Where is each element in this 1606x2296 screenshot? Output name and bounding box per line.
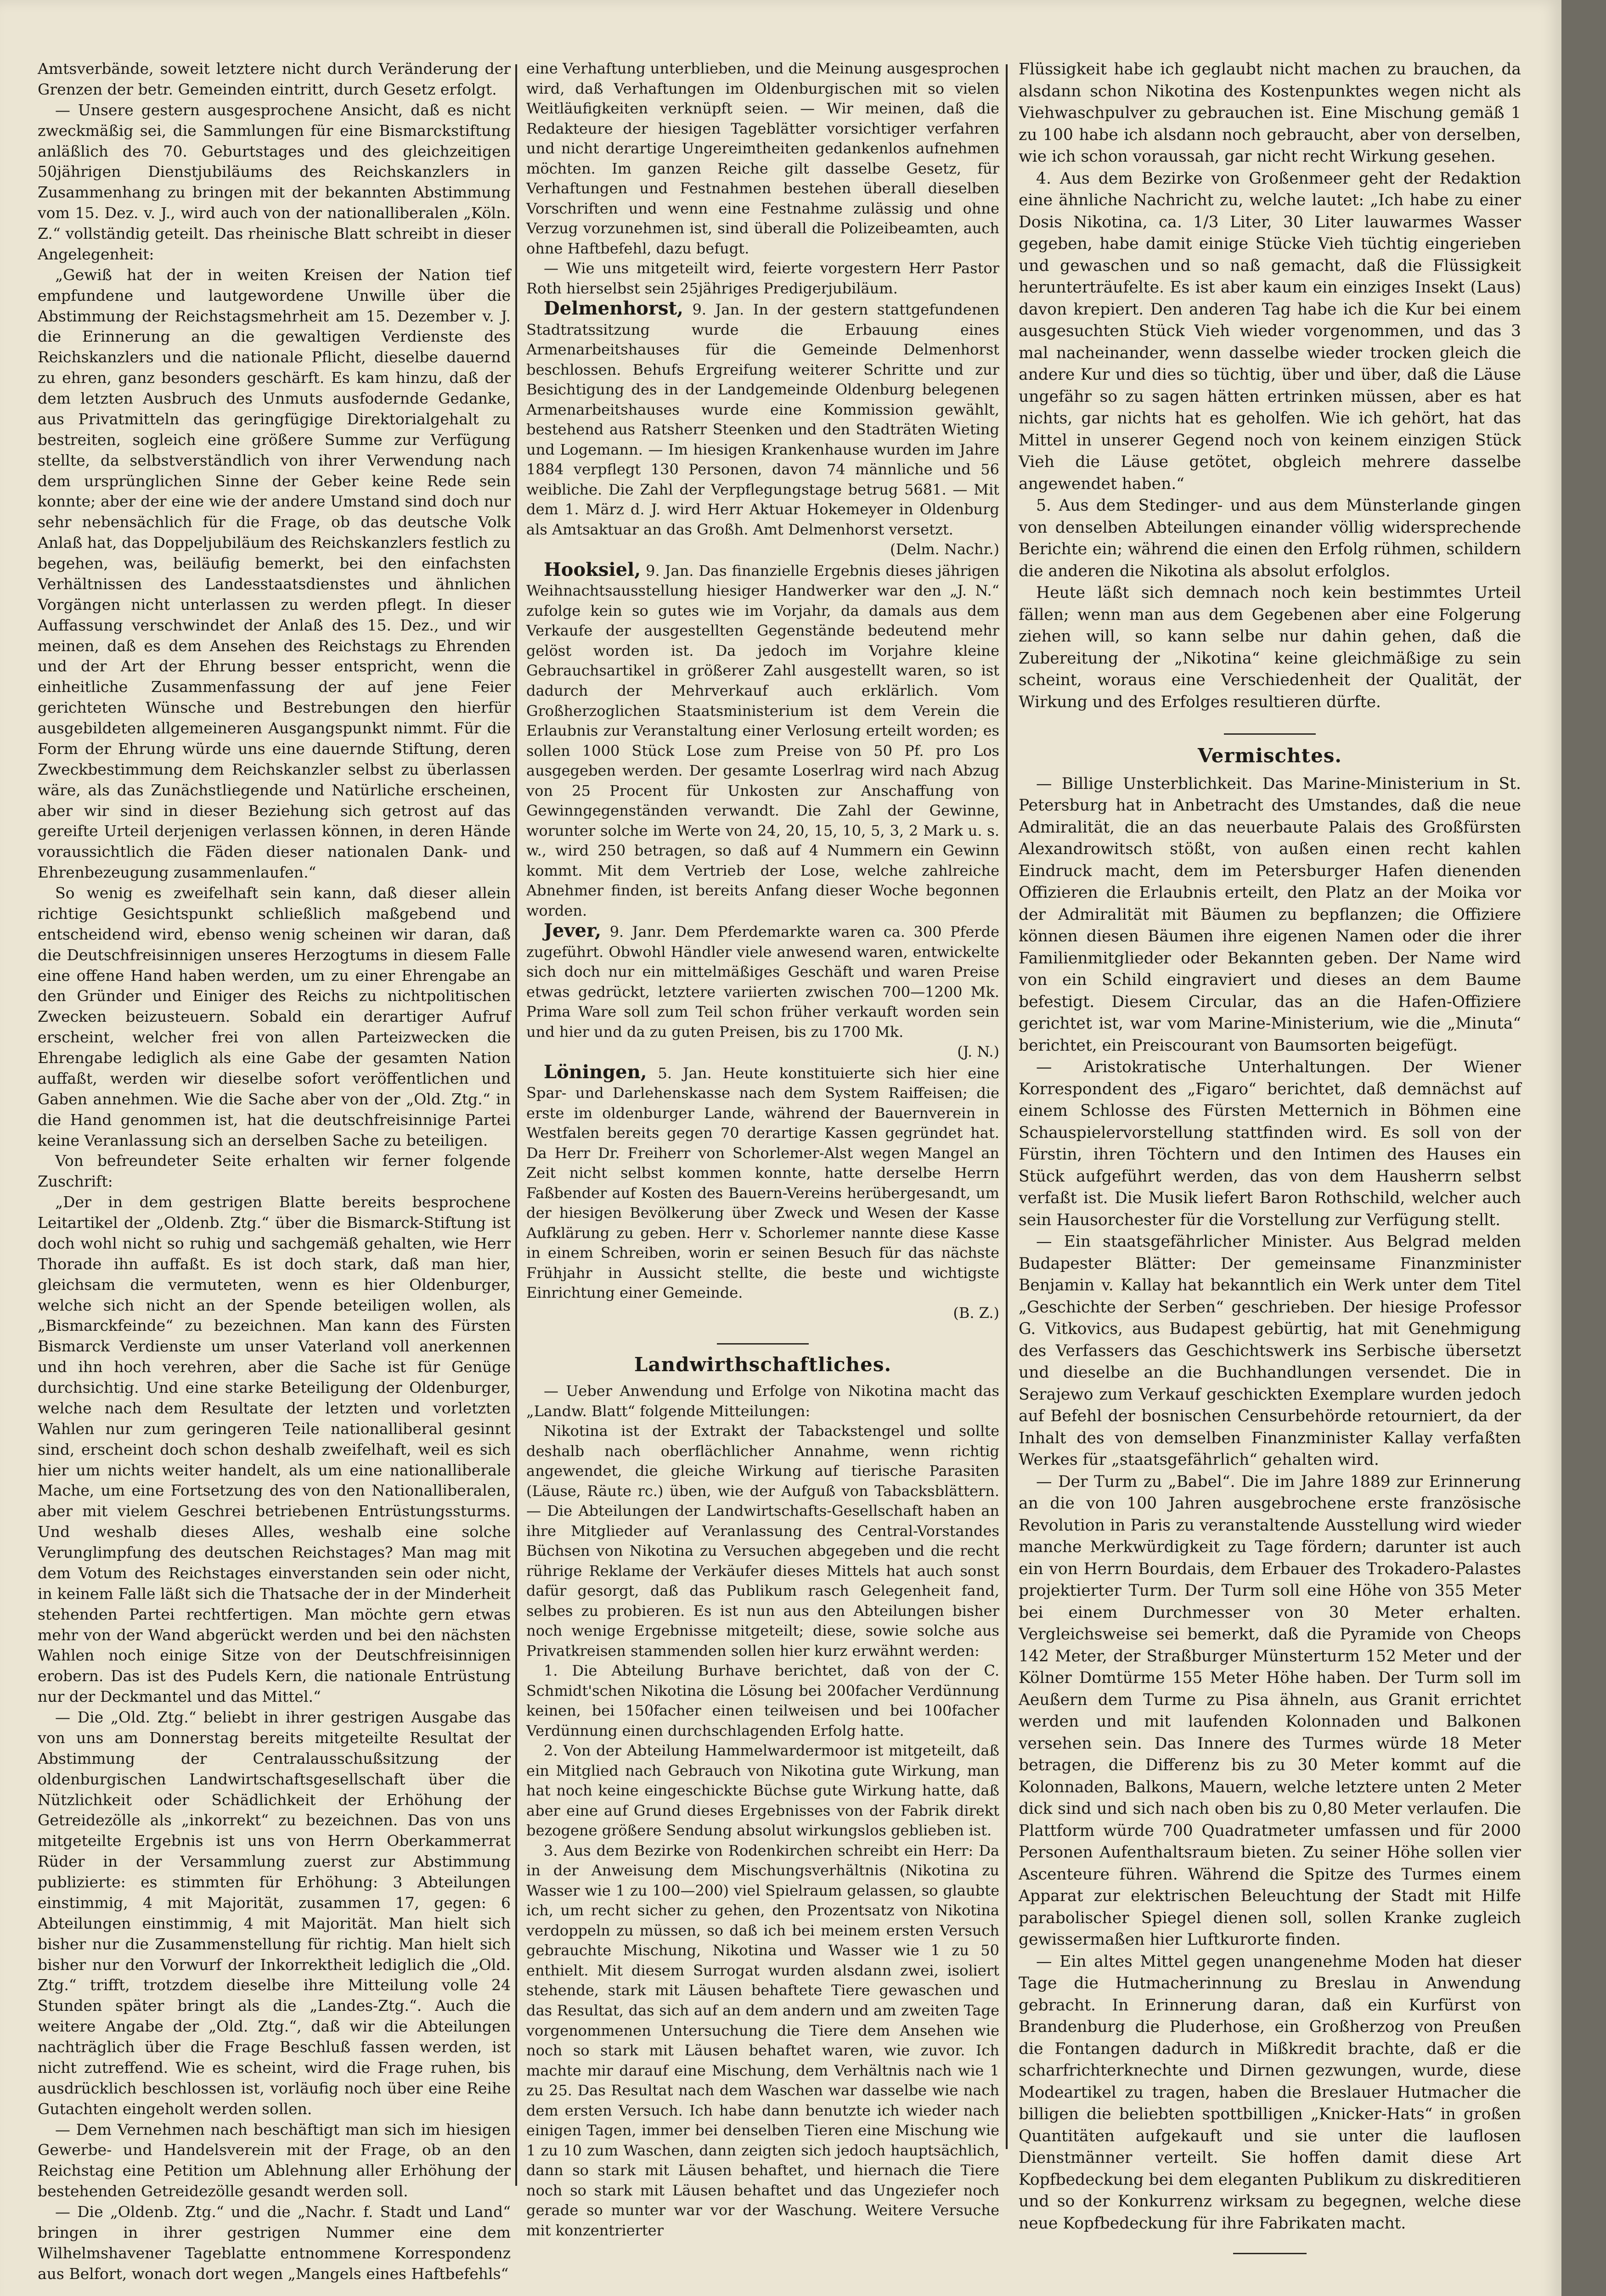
place-name: Hooksiel, (544, 558, 641, 580)
news-item-jever (526, 921, 999, 1042)
news-text: 9. Jan. Das finanzielle Ergebnis dieses jährigen Weihnachtsausstellung hiesiger Handwerker war den „J. N.“ zufolge kein so gutes wie im Vorjahr, da damals aus dem Verkaufe der ausgestellten Gegenstände bedeutend mehr gelöst worden ist. Da jedoch im Vorjahre kleine Gebrauchsartikel in größerer Zahl ausgestellt waren, so ist dadurch der Mehrverkauf auch erklärlich. Vom Großherzoglichen Staatsministerium ist dem Verein die Erlaubnis zur Veranstaltung einer Verlosung erteilt worden; es sollen 1000 Stück Lose zum Preise von 50 Pf. pro Los ausgegeben werden. Der gesamte Loserlrag wird nach Abzug von 25 Procent für Unkosten zur Anschaffung von Gewinngegenständen verwandt. Die Zahl der Gewinne, worunter solche im Werte von 24, 20, 15, 10, 5, 3, 2 Mark u. s. w., wird 250 betragen, so daß auf 4 Nummern ein Gewinn kommt. Mit dem Vertrieb der Lose, welche zahlreiche Abnehmer finden, ist bereits Anfang dieser Woche begonnen worden. (526, 562, 999, 919)
section-divider (1224, 733, 1316, 735)
paragraph: Von befreundeter Seite erhalten wir ferner folgende Zuschrift: (38, 1152, 511, 1191)
paragraph: 3. Aus dem Bezirke von Rodenkirchen schreibt ein Herr: Da in der Anweisung dem Mischungsverhältnis (Nikotina zu Wasser wie 1 zu 100—200) viel Spielraum gelassen, so glaubte ich, um recht sicher zu gehen, den Prozentsatz von Nikotina verdoppeln zu müssen, so daß ich bei meinem ersten Versuch gebrauchte Mischung, Nikotina und Wasser wie 1 zu 50 enthielt. Mit diesem Surrogat wurden alsdann zwei, isoliert stehende, stark mit Läusen behaftete Tiere gewaschen und das Resultat, das sich auf an dem andern und am zweiten Tage vorgenommenen Untersuchung die Tiere dem Ansehen wie noch so stark mit Läusen behaftet waren, wie zuvor. Ich machte mir darauf eine Mischung, dem Verhältnis nach wie 1 zu 25. Das Resultat nach dem Waschen war dasselbe wie nach dem ersten Versuch. Ich habe dann benutzte ich wieder nach einigen Tagen, immer bei denselben Tieren eine Mischung wie 1 zu 10 zum Waschen, dann zeigten sich jedoch hauptsächlich, dann so stark mit Läusen behaftet, und hiernach die Tiere noch so stark mit Läusen behaftet und das Ungeziefer noch gerade so munter war vor der Waschung. Weitere Versuche mit konzentrierter (526, 1841, 999, 2239)
paragraph: „Der in dem gestrigen Blatte bereits besprochene Leitartikel der „Oldenb. Ztg.“ über die Bismarck-Stiftung ist doch wohl nicht so ruhig und sachgemäß gehalten, wie Herr Thorade ihn auffaßt. Es ist doch stark, daß man hier, gleichsam die vermuteten, wenn es hier Oldenburger, welche sich nicht an der Spende beteiligen wollen, als „Bismarckfeinde“ zu bezeichnen. Man kann des Fürsten Bismarck Verdienste um unser Vaterland voll anerkennen und ihn hoch verehren, aber die Sache ist für Genüge durchsichtig. Und eine starke Beteiligung der Oldenburger, welche nach dem Resultate der letzten und vorletzten Wahlen nur zum geringeren Teile nationalliberal gesinnt sind, erscheint doch schon deshalb zweifelhaft, weil es sich hier um nichts weiter handelt, als um eine nationalliberale Mache, um eine Fortsetzung des von den Nationalliberalen, aber mit vielem Geschrei betriebenen Entrüstungssturms. Und weshalb dieses Alles, weshalb eine solche Verunglimpfung des deutschen Reichstages? Man mag mit dem Votum des Reichstages einverstanden sein oder nicht, in keinem Falle läßt sich die Thatsache der in der Minderheit stehenden Partei rechtfertigen. Man möchte gern etwas mehr von der Wand abgerückt werden und bei den nächsten Wahlen noch einige Sitze von der Deutschfreisinnigen erobern. Das ist des Pudels Kern, die nationale Entrüstung nur der Deckmantel und das Mittel.“ (38, 1193, 511, 1706)
column-1 (10, 59, 515, 2285)
paragraph: Heute läßt sich demnach noch kein bestimmtes Urteil fällen; wenn man aus dem Gegebenen aber eine Folgerung ziehen will, so kann selbe nur dahin gehen, daß die Zubereitung der „Nikotina“ keine gleichmäßige zu sein scheint, woraus eine Verschiedenheit der Qualität, der Wirkung und des Erfolges resultieren dürfte. (1019, 584, 1521, 711)
source-note: (J. N.) (957, 1043, 999, 1061)
news-text: 5. Jan. Heute konstituierte sich hier eine Spar- und Darlehenskasse nach dem System Raiffeisen; die erste im oldenburger Lande, während der Bauernverein in Westfalen bereits gegen 70 derartige Kassen gegründet hat. Da Herr Dr. Freiherr von Schorlemer-Alst wegen Mangel an Zeit nicht selbst kommen konnte, hatte derselbe Herrn Faßbender auf Kosten des Bauern-Vereins herübergesandt, um der hiesigen Bevölkerung über Zweck und Wesen der Kasse Aufklärung zu geben. Herr v. Schorlemer nannte diese Kasse in einem Schreiben, worin er seinen Besuch für das nächste Frühjahr in Aussicht stellte, die beste und wichtigste Einrichtung einer Gemeinde. (526, 1064, 999, 1302)
paragraph: — Unsere gestern ausgesprochene Ansicht, daß es nicht zweckmäßig sei, die Sammlungen für eine Bismarckstiftung anläßlich des 70. Geburtstages und des gleichzeitigen 50jährigen Dienstjubiläums des Reichskanzlers in Zusammenhang zu bringen mit der bekannten Abstimmung vom 15. Dez. v. J., wird auch von der nationalliberalen „Köln. Z.“ vollständig geteilt. Das rheinische Blatt schreibt in dieser Angelegenheit: (38, 101, 511, 263)
column-rule-1 (515, 64, 517, 2186)
news-item-loeningen (526, 1062, 999, 1303)
paragraph: — Die „Oldenb. Ztg.“ und die „Nachr. f. Stadt und Land“ bringen in ihrer gestrigen Nummer eine dem Wilhelmshavener Tageblatte entnommene Korrespondenz aus Belfort, wonach dort wegen „Mangels eines Haftbefehls“ (38, 2203, 511, 2283)
news-text: 9. Jan. In der gestern stattgefundenen Stadtratssitzung wurde die Erbauung eines Armenarbeitshauses für die Gemeinde Delmenhorst beschlossen. Behufs Ergreifung weiterer Schritte und zur Besichtigung des in der Landgemeinde Oldenburg belegenen Armenarbeitshauses wurde eine Kommission gewählt, bestehend aus Ratsherr Steenken und den Stadträten Wieting und Logemann. — Im hiesigen Krankenhause wurden im Jahre 1884 verpflegt 130 Personen, davon 74 männliche und 56 weibliche. Die Zahl der Verpflegungstage betrug 5681. — Mit dem 1. März d. J. wird Herr Aktuar Hokemeyer in Oldenburg als Amtsaktuar an das Großh. Amt Delmenhorst versetzt. (526, 301, 999, 538)
column-2 (519, 59, 1007, 2240)
paragraph: Nikotina ist der Extrakt der Tabackstengel und sollte deshalb nach oberflächlicher Annahme, wenn richtig angewendet, die gleiche Wirkung auf tierische Parasiten (Läuse, Räute rc.) üben, wie der Aufguß von Tabacksblättern. — Die Abteilungen der Landwirtschafts-Gesellschaft haben an ihre Mitglieder auf Veranlassung des Central-Vorstandes Büchsen von Nikotina zu Versuchen abgegeben und die recht rührige Reklame der Verkäufer dieses Mittels hat auch sonst dafür gesorgt, daß das Publikum rasch Gelegenheit fand, selbes zu probieren. Es ist nun aus den Abteilungen bisher noch wenige Ergebnisse mitgeteilt; diese, sowie solche aus Privatkreisen stammenden sollen hier kurz erwähnt werden: (526, 1422, 999, 1660)
paragraph: — Wie uns mitgeteilt wird, feierte vorgestern Herr Pastor Roth hierselbst sein 25jähriges Predigerjubiläum. (526, 259, 999, 297)
end-divider (1233, 2253, 1307, 2254)
news-item-hooksiel (526, 560, 999, 921)
paragraph: — Die „Old. Ztg.“ beliebt in ihrer gestrigen Ausgabe das von uns am Donnerstag bereits mitgeteilte Resultat der Abstimmung der Centralausschußsitzung der oldenburgischen Landwirtschaftsgesellschaft über die Nützlichkeit oder Schädlichkeit der Erhöhung der Getreidezölle als „inkorrekt“ zu bezeichnen. Das von uns mitgeteilte Ergebnis ist uns von Herrn Oberkammerrat Rüder in der Versammlung zuerst zur Abstimmung publizierte: es stimmten für Erhöhung: 3 Abteilungen einstimmig, 4 mit Majorität, zusammen 17, gegen: 6 Abteilungen einstimmig, 4 mit Majorität. Man hielt sich bisher nur die Zusammenstellung für richtig. Man hielt sich bisher nur den Vorwurf der Inkorrektheit lediglich die „Old. Ztg.“ trifft, trotzdem dieselbe ihre Mitteilung volle 24 Stunden später bringt als die „Landes-Ztg.“. Auch die weitere Angabe der „Old. Ztg.“, daß wir die Abteilungen nachträglich über die Frage Beschluß fassen werden, ist nicht zutreffend. Wie es scheint, wird die Frage ruhen, bis ausdrücklich beschlossen ist, vorläufig noch über eine Reihe Gutachten eingeholt werden sollen. (38, 1708, 511, 2118)
place-name: Jever, (544, 920, 602, 942)
section-heading-landwirthschaftliches: Landwirthschaftliches. (634, 1353, 892, 1376)
paragraph: „Gewiß hat der in weiten Kreisen der Nation tief empfundene und lautgewordene Unwille über die Abstimmung der Reichstagsmehrheit am 15. Dezember v. J. die Erinnerung an die gewaltigen Verdienste des Reichskanzlers und die nationale Pflicht, dieselbe dauernd zu ehren, ganz besonders geschärft. Es kam hinzu, daß der dem letzten Ausbruch des Unmuts ausfodernde Gedanke, aus Privatmitteln das geringfügige Direktorialgehalt zu bestreiten, sogleich eine größere Summe zur Verfügung stellte, da selbstverständlich von ihrer Verwendung nach dem ursprünglichen Sinne der Geber keine Rede sein konnte; aber der eine wie der andere Umstand sind doch nur sehr nebensächlich für die Frage, ob das deutsche Volk Anlaß hat, das Doppeljubiläum des Reichskanzlers festlich zu begehen, was, beiläufig bemerkt, bei den einfachsten Verhältnissen des Landesstaatsdienstes und ähnlichen Vorgängen nicht unterlassen zu werden pflegt. In dieser Auffassung verschwindet der Anlaß des 15. Dez., und wir meinen, daß es dem Ansehen des Reichstags zu Ehrenden und der Art der Ehrung besser entspricht, wenn die einheitliche Zusammenfassung der auf jene Feier gerichteten Wünsche und Bestrebungen den hierfür ausgebildeten allgemeineren Ausgangspunkt nimmt. Für die Form der Ehrung würde uns eine dauernde Stiftung, deren Zweckbestimmung dem Reichskanzler selbst zu überlassen wäre, als das Zunächstliegende und Natürliche erscheinen, aber wir sind in dieser Beziehung sich getrost auf das gereifte Urteil derjenigen verlassen können, in deren Hände voraussichtlich die Fäden dieser nationalen Dank- und Ehrenbezeugung zusammenlaufen.“ (38, 265, 511, 882)
paragraph: 4. Aus dem Bezirke von Großenmeer geht der Redaktion eine ähnliche Nachricht zu, welche lautet: „Ich habe zu einer Dosis Nikotina, ca. 1/3 Liter, 30 Liter lauwarmes Wasser gegeben, habe damit einige Stücke Vieh tüchtig eingerieben und gewaschen und so naß gemacht, daß die Flüssigkeit herunterträufelte. Es ist aber kaum ein einziges Insekt (Laus) davon krepiert. Den anderen Tag habe ich die Kur bei einem ausgesuchten Stück Vieh wieder vorgenommen, und das 3 mal nacheinander, wenn dasselbe wieder trocken gleich die andere Kur und dies so tüchtig, über und über, daß die Läuse ungefähr so zu sagen hätten ertrinken müssen, aber es hat nichts, gar nichts hat es geholfen. Wie ich gehört, hat das Mittel in unserer Gegend noch von keinem einzigen Stück Vieh die Läuse getötet, obgleich mehrere dasselbe angewendet haben.“ (1019, 169, 1521, 493)
place-name: Löningen, (544, 1061, 647, 1083)
paragraph: — Dem Vernehmen nach beschäftigt man sich im hiesigen Gewerbe- und Handelsverein mit der Frage, ob an den Reichstag eine Petition um Ablehnung aller Erhöhung der bestehenden Getreidezölle gesandt werden soll. (38, 2120, 511, 2200)
paragraph: Amtsverbände, soweit letztere nicht durch Veränderung der Grenzen der betr. Gemeinden eintritt, durch Gesetz erfolgt. (38, 60, 511, 98)
paragraph: So wenig es zweifelhaft sein kann, daß dieser allein richtige Gesichtspunkt schließlich maßgebend und entscheidend wird, ebenso wenig scheinen wir daran, daß die Deutschfreisinnigen unseres Herzogtums in diesem Falle eine offene Hand haben werden, um zu einer Ehrengabe an den Gründer und Einiger des Reichs zu nichtpolitischen Zwecken beizusteuern. Sobald ein derartiger Aufruf erscheint, welcher frei von allen Parteizwecken die Ehrengabe lediglich als eine Gabe der gesamten Nation auffaßt, werden wir dieselbe sofort veröffentlichen und Gaben annehmen. Wie die Sache aber von der „Old. Ztg.“ in die Hand genommen ist, hat die deutschfreisinnige Partei keine Veranlassung sich an derselben Sache zu beteiligen. (38, 884, 511, 1149)
paragraph: eine Verhaftung unterblieben, und die Meinung ausgesprochen wird, daß Verhaftungen im Oldenburgischen mit so vielen Weitläufigkeiten verknüpft seien. — Wir meinen, daß die Redakteure der hiesigen Tageblätter vorsichtiger verfahren und nicht derartige Ungereimtheiten gedankenlos aufnehmen möchten. Im ganzen Reiche gilt dasselbe Gesetz, für Verhaftungen und Festnahmen bestehen überall dieselben Vorschriften und wenn eine Festnahme zulässig und ohne Verzug vorzunehmen ist, sind überall die Polizeibeamten, auch ohne Haftbefehl, dazu befugt. (526, 60, 999, 257)
column-3 (1010, 59, 1534, 2254)
source-note: (Delm. Nachr.) (890, 540, 999, 558)
section-divider (717, 1343, 809, 1345)
paragraph: — Billige Unsterblichkeit. Das Marine-Ministerium in St. Petersburg hat in Anbetracht des Umstandes, daß die neue Admiralität, die an das neuerbaute Palais des Großfürsten Alexandrowitsch stößt, von außen einen recht kahlen Eindruck macht, dem im Petersburger Hafen dienenden Offizieren die Erlaubnis erteilt, den Platz an der Moika vor der Admiralität mit Bäumen zu bepflanzen; die Offiziere können diesen Bäumen ihre eigenen Namen oder die ihrer Familienmitglieder oder Bekannten geben. Der Name wird von ein Schild eingraviert und dieses an dem Baume befestigt. Diesem Circular, das an die Hafen-Offiziere gerichtet ist, war vom Marine-Ministerium, wie die „Minuta“ berichtet, ein Preiscourant von Baumsorten beigefügt. (1019, 774, 1521, 1055)
paragraph: 1. Die Abteilung Burhave berichtet, daß von der C. Schmidt'schen Nikotina die Lösung bei 200facher Verdünnung keinen, bei 150facher einen teilweisen und bei 100facher Verdünnung einen durchschlagenden Erfolg hatte. (526, 1662, 999, 1739)
paragraph: — Ein altes Mittel gegen unangenehme Moden hat dieser Tage die Hutmacherinnung zu Breslau in Anwendung gebracht. In Erinnerung daran, daß ein Kurfürst von Brandenburg die Pluderhose, ein Großherzog von Preußen die Fontangen dadurch in Mißkredit brachte, daß er die scharfrichterknechte und Dirnen gezwungen, wurde, diese Modeartikel zu tragen, haben die Breslauer Hutmacher die billigen die beliebten spottbilligen „Knicker-Hats“ in großen Quantitäten aufgekauft und sie unter die lauflosen Dienstmänner verteilt. Sie hoffen damit diese Art Kopfbedeckung bei dem eleganten Publikum zu diskreditieren und so der Konkurrenz wirksam zu begegnen, welche diese neue Kopfbedeckung für ihre Fabrikaten macht. (1019, 1952, 1521, 2233)
paragraph: — Ueber Anwendung und Erfolge von Nikotina macht das „Landw. Blatt“ folgende Mitteilungen: (526, 1382, 999, 1420)
paragraph: — Aristokratische Unterhaltungen. Der Wiener Korrespondent des „Figaro“ berichtet, daß demnächst auf einem Schlosse des Fürsten Metternich in Böhmen eine Schauspielervorstellung stattfinden wird. Es soll von der Fürstin, ihren Töchtern und den Intimen des Hauses ein Stück aufgeführt werden, das von dem Hausherrn selbst verfaßt ist. Die Musik liefert Baron Rothschild, welcher auch sein Hausorchester für die Vorstellung zur Verfügung stellt. (1019, 1058, 1521, 1229)
section-heading-vermischtes: Vermischtes. (1197, 744, 1342, 767)
paragraph: — Der Turm zu „Babel“. Die im Jahre 1889 zur Erinnerung an die von 100 Jahren ausgebrochene erste französische Revolution in Paris zu veranstaltende Ausstellung wird wieder manche Merkwürdigkeit zu Tage fördern; darunter ist auch ein von Herrn Bourdais, dem Erbauer des Trokadero-Palastes projektierter Turm. Der Turm soll eine Höhe von 355 Meter bei einem Durchmesser von 30 Meter erhalten. Vergleichsweise sei bemerkt, daß die Pyramide von Cheops 142 Meter, der Straßburger Münsterturm 152 Meter und der Kölner Domtürme 155 Meter Höhe haben. Der Turm soll im Aeußern dem Turme zu Pisa ähneln, aus Granit errichtet werden und mit laufenden Kolonnaden und Balkonen versehen sein. Das Innere des Turmes würde 18 Meter betragen, die Differenz bis zu 30 Meter kommt auf die Kolonnaden, Balkons, Mauern, welche letztere unten 2 Meter dick sind und sich nach oben bis zu 0,80 Meter verlaufen. Die Plattform würde 700 Quadratmeter umfassen und für 2000 Personen Aufenthaltsraum bieten. Zu seiner Höhe sollen vier Ascenteure führen. Während die Spitze des Turmes einem Apparat zur elektrischen Beleuchtung der Stadt mit Hilfe parabolischer Spiegel dienen soll, sollen Kranke zugleich gewissermaßen hier Luftkurorte finden. (1019, 1472, 1521, 1949)
place-name: Delmenhorst, (544, 298, 683, 320)
news-text: 9. Janr. Dem Pferdemarkte waren ca. 300 Pferde zugeführt. Obwohl Händler viele anwesend waren, entwickelte sich doch nur ein mittelmäßiges Geschäft und waren Preise etwas gedrückt, letztere variierten zwischen 700—1200 Mk. Prima Ware soll zum Teil schon früher verkauft worden sein und hier und da zu guten Preisen, bis zu 1700 Mk. (526, 923, 999, 1041)
source-note: (B. Z.) (953, 1304, 999, 1322)
paragraph: 5. Aus dem Stedinger- und aus dem Münsterlande gingen von denselben Abteilungen einander völlig widersprechende Berichte ein; während die einen den Erfolg rühmen, schildern die anderen die Nikotina als absolut erfolglos. (1019, 496, 1521, 580)
news-item-delmenhorst (526, 298, 999, 540)
paragraph: — Ein staatsgefährlicher Minister. Aus Belgrad melden Budapester Blätter: Der gemeinsame Finanzminister Benjamin v. Kallay hat bekanntlich ein Werk unter dem Titel „Geschichte der Serben“ geschrieben. Der hiesige Professor G. Vitkovics, aus Budapest gebürtig, hat mit Genehmigung des Verfassers das Geschichtswerk ins Serbische übersetzt und dieselbe an die Buchhandlungen versendet. Die in Serajewo zum Verkauf geschickten Exemplare wurden jedoch auf Befehl der bosnischen Censurbehörde retourniert, da der Inhalt des von demselben Finanzminister Kallay verfaßten Werkes für „staatsgefährlich“ gehalten wird. (1019, 1232, 1521, 1469)
paragraph: 2. Von der Abteilung Hammelwardermoor ist mitgeteilt, daß ein Mitglied nach Gebrauch von Nikotina gute Wirkung, man hat noch keine eingeschickte Büchse gute Wirkung hatte, daß aber eine auf Grund dieses Ergebnisses von der Fabrik direkt bezogene größere Sendung absolut wirkungslos geblieben ist. (526, 1742, 999, 1840)
paragraph: Flüssigkeit habe ich geglaubt nicht machen zu brauchen, da alsdann schon Nikotina des Kostenpunktes wegen nicht als Viehwaschpulver zu gebrauchen ist. Eine Mischung gemäß 1 zu 100 habe ich alsdann noch gebraucht, aber von derselben, wie ich schon voraussah, gar nicht recht Wirkung gesehen. (1019, 60, 1521, 166)
